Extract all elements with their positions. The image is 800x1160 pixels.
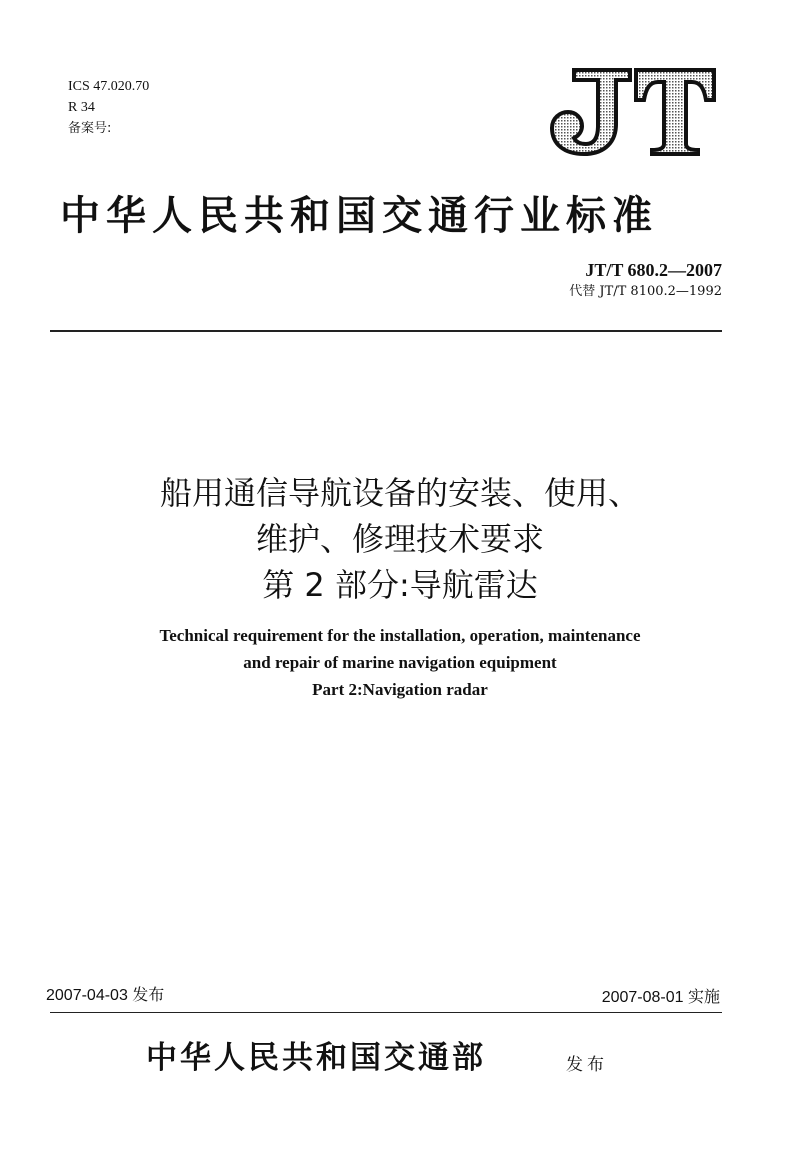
- footer-divider: [50, 1012, 722, 1013]
- english-title-line-3: Part 2:Navigation radar: [312, 680, 488, 699]
- replaces-standard: 代替 JT/T 8100.2—1992: [569, 284, 722, 299]
- jt-logo: [546, 66, 718, 158]
- chinese-title-line-1: 船用通信导航设备的安装、使用、: [159, 474, 640, 512]
- english-title-line-2: and repair of marine navigation equipment: [243, 653, 557, 672]
- english-title-line-1: Technical requirement for the installation, operation, maintenance: [159, 626, 641, 645]
- standard-number: JT/T 680.2—2007: [585, 260, 722, 280]
- ics-code: ICS 47.020.70: [68, 79, 150, 94]
- chinese-title-line-2: 维护、修理技术要求: [255, 520, 544, 558]
- chinese-title-line-3: 第 2 部分:导航雷达: [262, 566, 538, 604]
- english-title: [0, 622, 800, 703]
- issue-date: 2007-04-03 发布: [46, 987, 165, 1004]
- class-code: R 34: [68, 100, 95, 115]
- implementation-date: 2007-08-01 实施: [601, 989, 720, 1006]
- issuing-authority: 中华人民共和国交通部: [146, 1040, 486, 1076]
- header-divider: [50, 330, 722, 332]
- issuing-authority-suffix: 发布: [566, 1055, 608, 1075]
- classification-codes: [68, 76, 149, 139]
- standard-category-title: 中华人民共和国交通行业标准: [60, 192, 658, 239]
- standard-number-block: [569, 258, 722, 302]
- chinese-title: [0, 470, 800, 608]
- filing-number-label: 备案号:: [68, 121, 112, 136]
